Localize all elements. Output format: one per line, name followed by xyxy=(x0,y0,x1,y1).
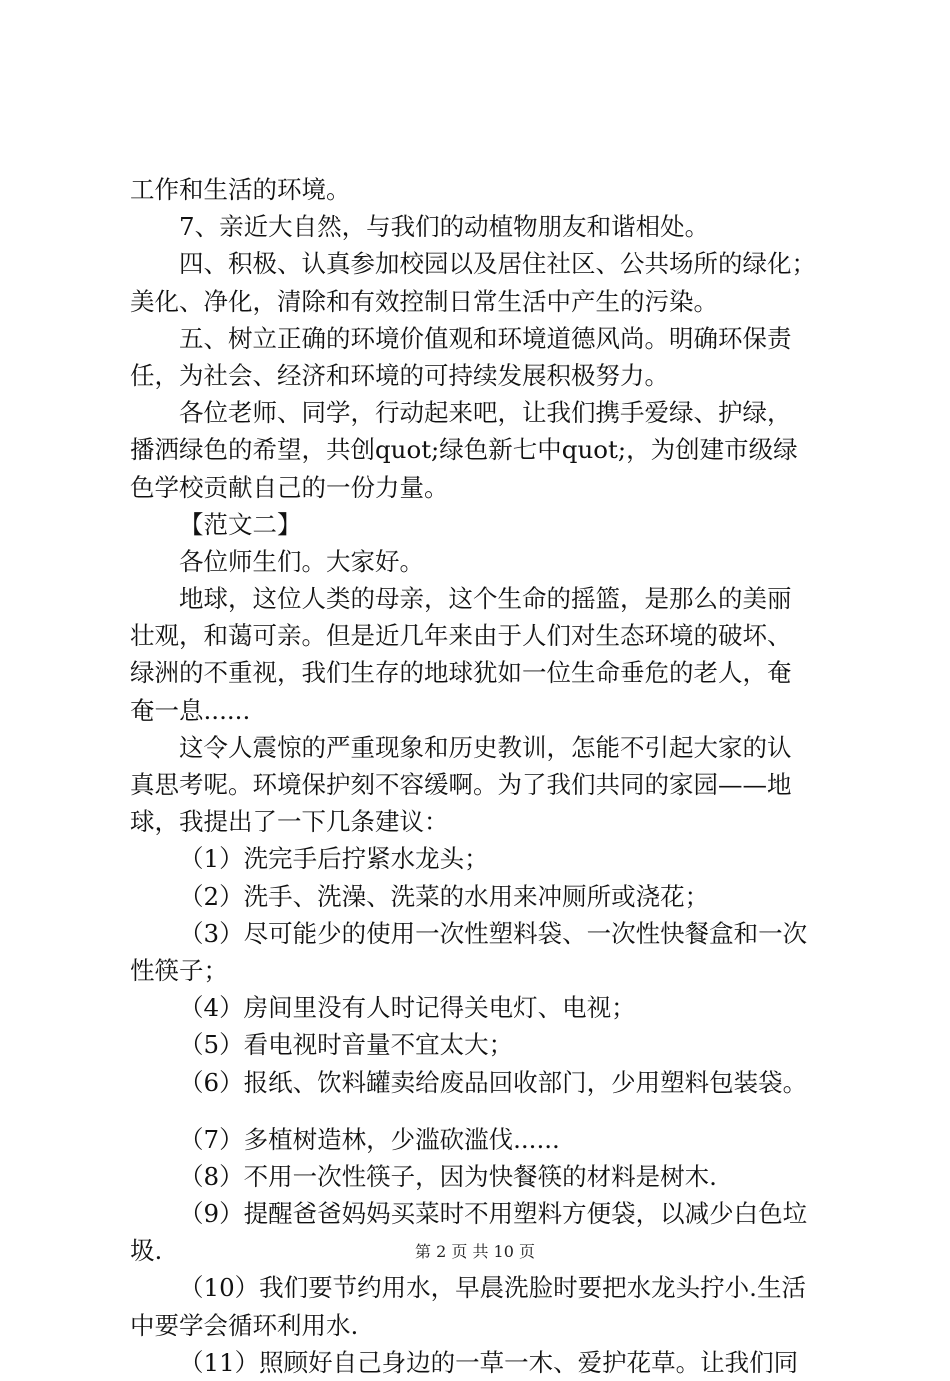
text-line: 中要学会循环利用水. xyxy=(130,1310,359,1340)
paragraph-block-1 xyxy=(130,171,830,1101)
text-line: 各位老师、同学，行动起来吧，让我们携手爱绿、护绿， xyxy=(179,398,792,428)
text-line: （9）提醒爸爸妈妈买菜时不用塑料方便袋，以减少白色垃 xyxy=(179,1199,808,1229)
text-line: 7、亲近大自然，与我们的动植物朋友和谐相处。 xyxy=(179,212,710,242)
text-line: （11）照顾好自己身边的一草一木、爱护花草。让我们同 xyxy=(179,1347,799,1377)
text-line: 壮观，和蔼可亲。但是近几年来由于人们对生态环境的破坏、 xyxy=(130,621,792,651)
text-line: 任，为社会、经济和环境的可持续发展积极努力。 xyxy=(130,360,669,390)
text-line: 球，我提出了一下几条建议： xyxy=(130,807,449,837)
text-line: 性筷子； xyxy=(130,955,228,985)
text-line: （3）尽可能少的使用一次性塑料袋、一次性快餐盒和一次 xyxy=(179,918,808,948)
text-line: 五、树立正确的环境价值观和环境道德风尚。明确环保责 xyxy=(179,323,792,353)
text-line: 绿洲的不重视，我们生存的地球犹如一位生命垂危的老人，奄 xyxy=(130,658,792,688)
text-line: 这令人震惊的严重现象和历史教训，怎能不引起大家的认 xyxy=(179,732,792,762)
text-line: （1）洗完手后拧紧水龙头； xyxy=(179,844,489,874)
text-line: 奄一息...... xyxy=(130,695,251,725)
text-line: （6）报纸、饮料罐卖给废品回收部门，少用塑料包装袋。 xyxy=(179,1067,808,1097)
text-line: （2）洗手、洗澡、洗菜的水用来冲厕所或浇花； xyxy=(179,881,710,911)
text-line: 地球，这位人类的母亲，这个生命的摇篮，是那么的美丽 xyxy=(179,584,792,614)
text-line: 色学校贡献自己的一份力量。 xyxy=(130,472,449,502)
text-line: 工作和生活的环境。 xyxy=(130,175,351,204)
text-line: 美化、净化，清除和有效控制日常生活中产生的污染。 xyxy=(130,286,718,316)
text-line: （8）不用一次性筷子，因为快餐筷的材料是树木. xyxy=(179,1161,717,1191)
text-line: 【范文二】 xyxy=(179,509,302,539)
page-footer: 第 2 页 共 10 页 xyxy=(415,1242,535,1261)
text-line: （7）多植树造林，少滥砍滥伐...... xyxy=(179,1124,560,1154)
text-line: 四、积极、认真参加校园以及居住社区、公共场所的绿化； xyxy=(179,249,816,279)
text-line: （5）看电视时音量不宜太大； xyxy=(179,1030,514,1060)
text-line: （4）房间里没有人时记得关电灯、电视； xyxy=(179,993,636,1023)
text-line: （10）我们要节约用水，早晨洗脸时要把水龙头拧小.生活 xyxy=(179,1273,806,1303)
blank-line-gap xyxy=(130,1101,830,1121)
text-line: 播洒绿色的希望，共创quot;绿色新七中quot;，为创建市级绿 xyxy=(130,435,798,465)
text-line: 圾. xyxy=(130,1236,163,1266)
text-line: 各位师生们。大家好。 xyxy=(179,546,424,576)
document-body xyxy=(130,171,830,1381)
text-line: 真思考呢。环境保护刻不容缓啊。为了我们共同的家园——地 xyxy=(130,770,792,799)
